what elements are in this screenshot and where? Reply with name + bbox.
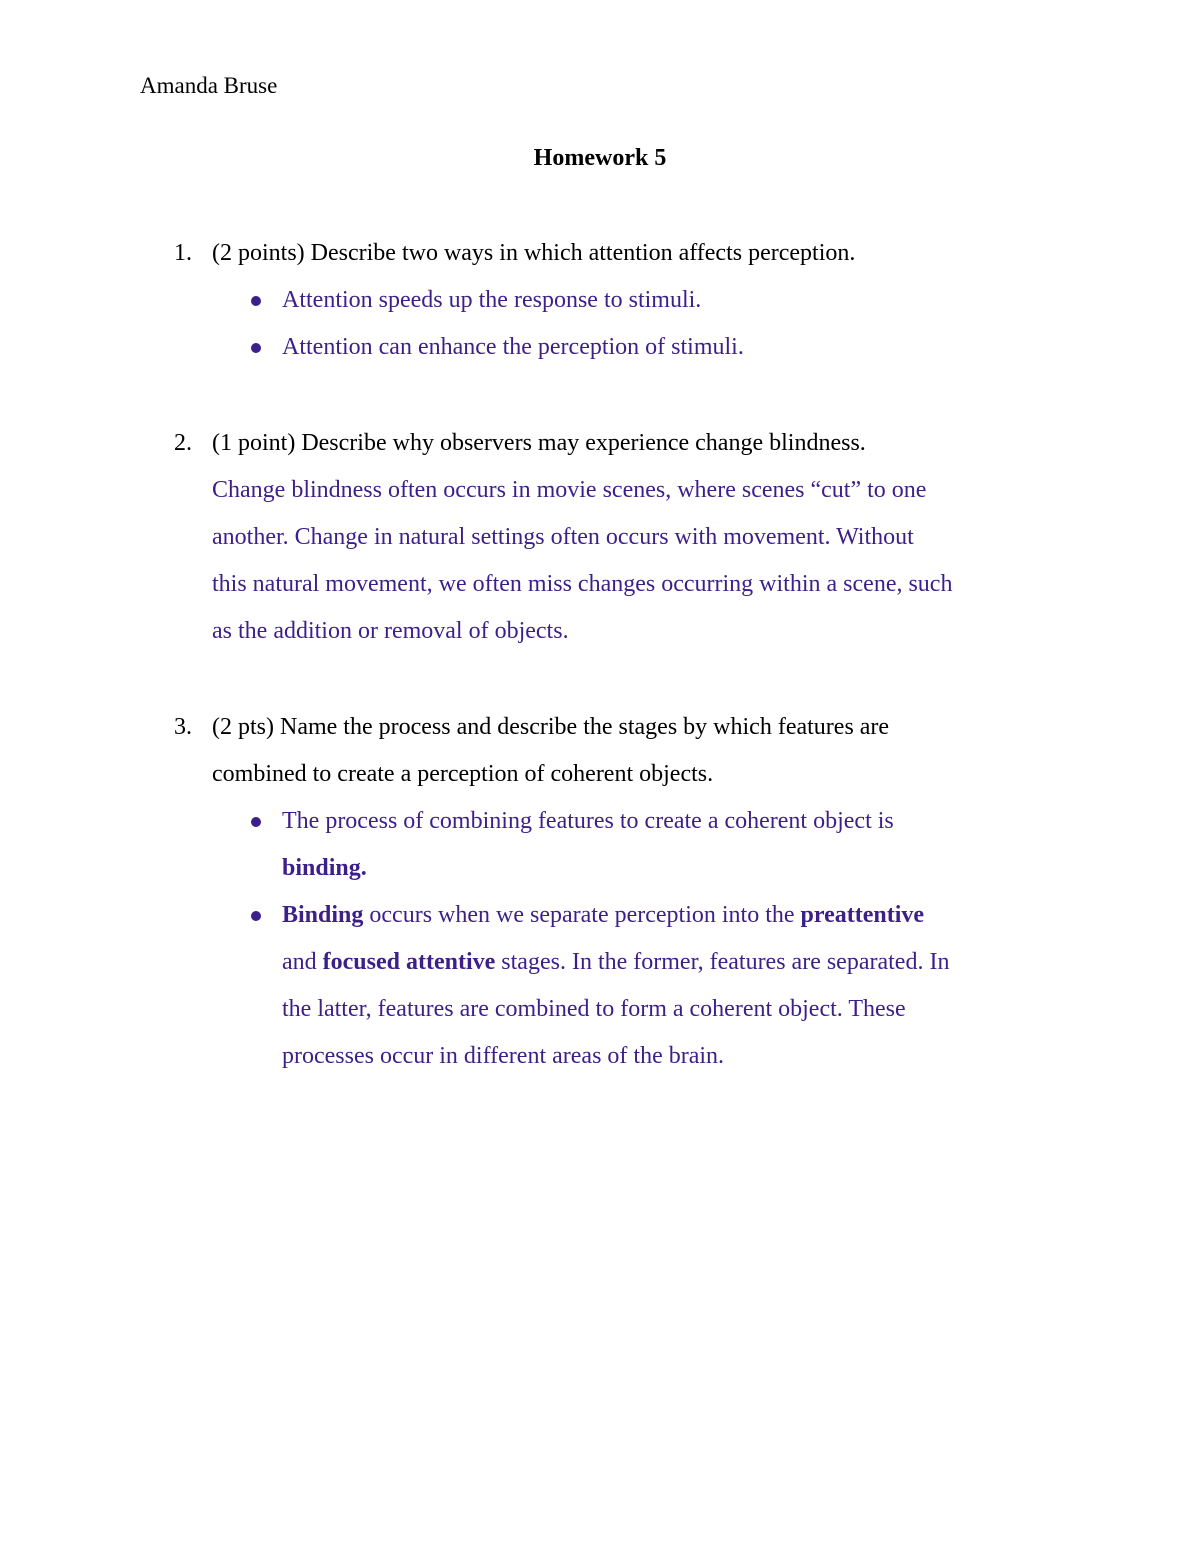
answer-line: Change blindness often occurs in movie scenes, where scenes “cut” to one <box>212 477 927 503</box>
answer-line: processes occur in different areas of the brain. <box>282 1043 725 1069</box>
answer-text: Attention speeds up the response to stimuli. <box>282 287 702 313</box>
bold-term: focused attentive <box>322 949 496 975</box>
answer-bullet <box>246 892 1060 1080</box>
document-title: Homework 5 <box>533 145 667 171</box>
question-2 <box>140 420 1060 655</box>
question-prompt <box>212 704 1060 798</box>
prompt-line: (2 pts) Name the process and describe the stages by which features are <box>212 714 890 740</box>
answer-line: another. Change in natural settings often occurs with movement. Without <box>212 524 914 550</box>
answer-bullet <box>246 277 1060 324</box>
question-prompt: (2 points) Describe two ways in which attention affects perception. <box>212 240 856 266</box>
answer-paragraph <box>140 467 1060 655</box>
answer-text: Attention can enhance the perception of stimuli. <box>282 334 744 360</box>
question-prompt: (1 point) Describe why observers may experience change blindness. <box>212 430 866 456</box>
answer-list <box>140 277 1060 371</box>
answer-line: the latter, features are combined to form a coherent object. These <box>282 996 906 1022</box>
bold-term: Binding <box>282 902 364 928</box>
answer-line <box>282 939 1060 986</box>
question-3 <box>140 704 1060 1080</box>
bold-term: preattentive <box>800 902 925 928</box>
question-number: 1. <box>174 240 192 266</box>
bold-term: binding. <box>282 855 367 881</box>
question-number: 3. <box>174 714 192 740</box>
answer-bullet <box>246 798 1060 892</box>
answer-text: and <box>282 949 323 975</box>
answer-line: as the addition or removal of objects. <box>212 618 569 644</box>
question-1 <box>140 230 1060 371</box>
answer-line: this natural movement, we often miss changes occurring within a scene, such <box>212 571 953 597</box>
bullet-dot-icon <box>251 296 261 306</box>
author-name: Amanda Bruse <box>140 73 278 98</box>
answer-bullet <box>246 324 1060 371</box>
prompt-line: combined to create a perception of coherent objects. <box>212 761 714 787</box>
answer-text: stages. In the former, features are separated. In <box>495 949 950 975</box>
bullet-dot-icon <box>251 343 261 353</box>
question-number: 2. <box>174 430 192 456</box>
bullet-dot-icon <box>251 817 261 827</box>
bullet-dot-icon <box>251 911 261 921</box>
answer-line: The process of combining features to create a coherent object is <box>282 808 894 834</box>
answer-list <box>140 798 1060 1080</box>
answer-text: occurs when we separate perception into the <box>363 902 801 928</box>
answer-line <box>282 892 1060 939</box>
